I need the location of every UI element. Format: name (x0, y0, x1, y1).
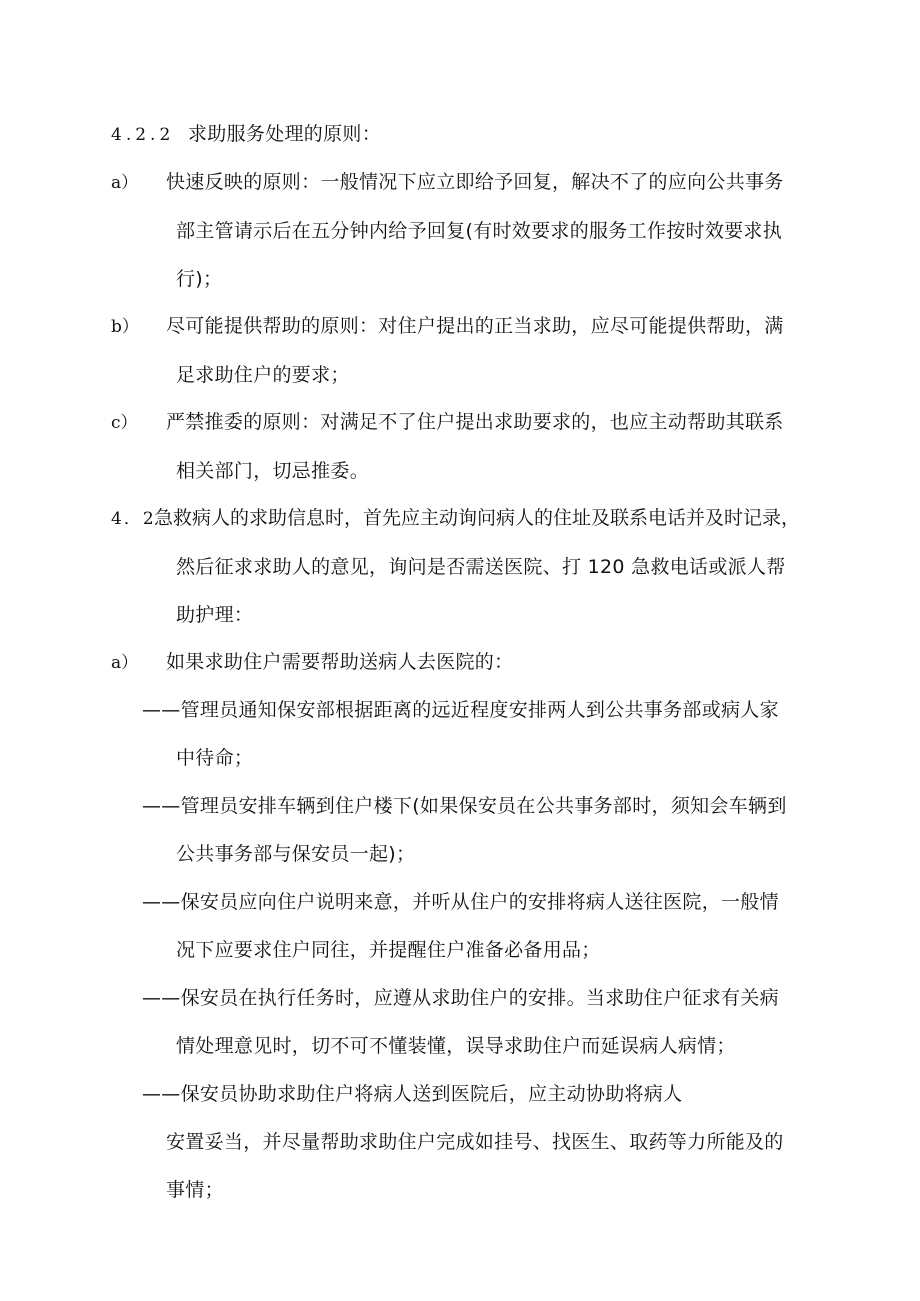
dash-item-line: 情处理意见时，切不可不懂装懂，误导求助住户而延误病人病情； (176, 1035, 736, 1057)
item-b-line-2: 足求助住户的要求； (176, 364, 350, 386)
item-a-line-1: 快速反映的原则：一般情况下应立即给予回复，解决不了的应向公共事务 (166, 171, 784, 193)
section-number: 4．2 (111, 509, 156, 529)
item-text: 如果求助住户需要帮助送病人去医院的： (166, 651, 514, 673)
item-c-line-1: 严禁推委的原则：对满足不了住户提出求助要求的，也应主动帮助其联系 (166, 411, 784, 433)
dash-item-line: ——管理员通知保安部根据距离的远近程度安排两人到公共事务部或病人家 (142, 699, 779, 721)
dash-item-line: ——管理员安排车辆到住户楼下(如果保安员在公共事务部时，须知会车辆到 (142, 795, 787, 817)
item-a-line-3: 行)； (176, 268, 223, 290)
section-line-1: 急救病人的求助信息时，首先应主动询问病人的住址及联系电话并及时记录， (154, 507, 801, 529)
section-heading: 求助服务处理的原则： (188, 123, 382, 145)
item-a-line-2: 部主管请示后在五分钟内给予回复(有时效要求的服务工作按时效要求执 (176, 220, 783, 242)
section-line-2: 然后征求求助人的意见，询问是否需送医院、打 120 急救电话或派人帮 (176, 556, 786, 578)
dash-item-line: ——保安员在执行任务时，应遵从求助住户的安排。当求助住户征求有关病 (142, 987, 779, 1009)
dash-item-line: 公共事务部与保安员一起)； (176, 843, 416, 865)
dash-item-line: ——保安员协助求助住户将病人送到医院后，应主动协助将病人 (142, 1083, 683, 1105)
dash-item-line: 中待命； (176, 747, 254, 769)
dash-item-line: 况下应要求住户同往，并提醒住户准备必备用品； (176, 939, 601, 961)
section-line-3: 助护理： (176, 604, 254, 626)
item-c-line-2: 相关部门，切忌推委。 (176, 460, 370, 482)
item-label-a: a） (111, 173, 139, 193)
item-label-a: a） (111, 653, 139, 673)
dash-item-line: 安置妥当，并尽量帮助求助住户完成如挂号、找医生、取药等力所能及的 (166, 1131, 784, 1153)
item-b-line-1: 尽可能提供帮助的原则：对住户提出的正当求助，应尽可能提供帮助，满 (166, 315, 784, 337)
section-number: 4.2.2 (111, 125, 175, 145)
item-label-c: c） (111, 413, 138, 433)
dash-item-line: ——保安员应向住户说明来意，并听从住户的安排将病人送往医院，一般情 (142, 891, 779, 913)
dash-item-line: 事情； (166, 1179, 224, 1201)
item-label-b: b） (111, 317, 139, 337)
